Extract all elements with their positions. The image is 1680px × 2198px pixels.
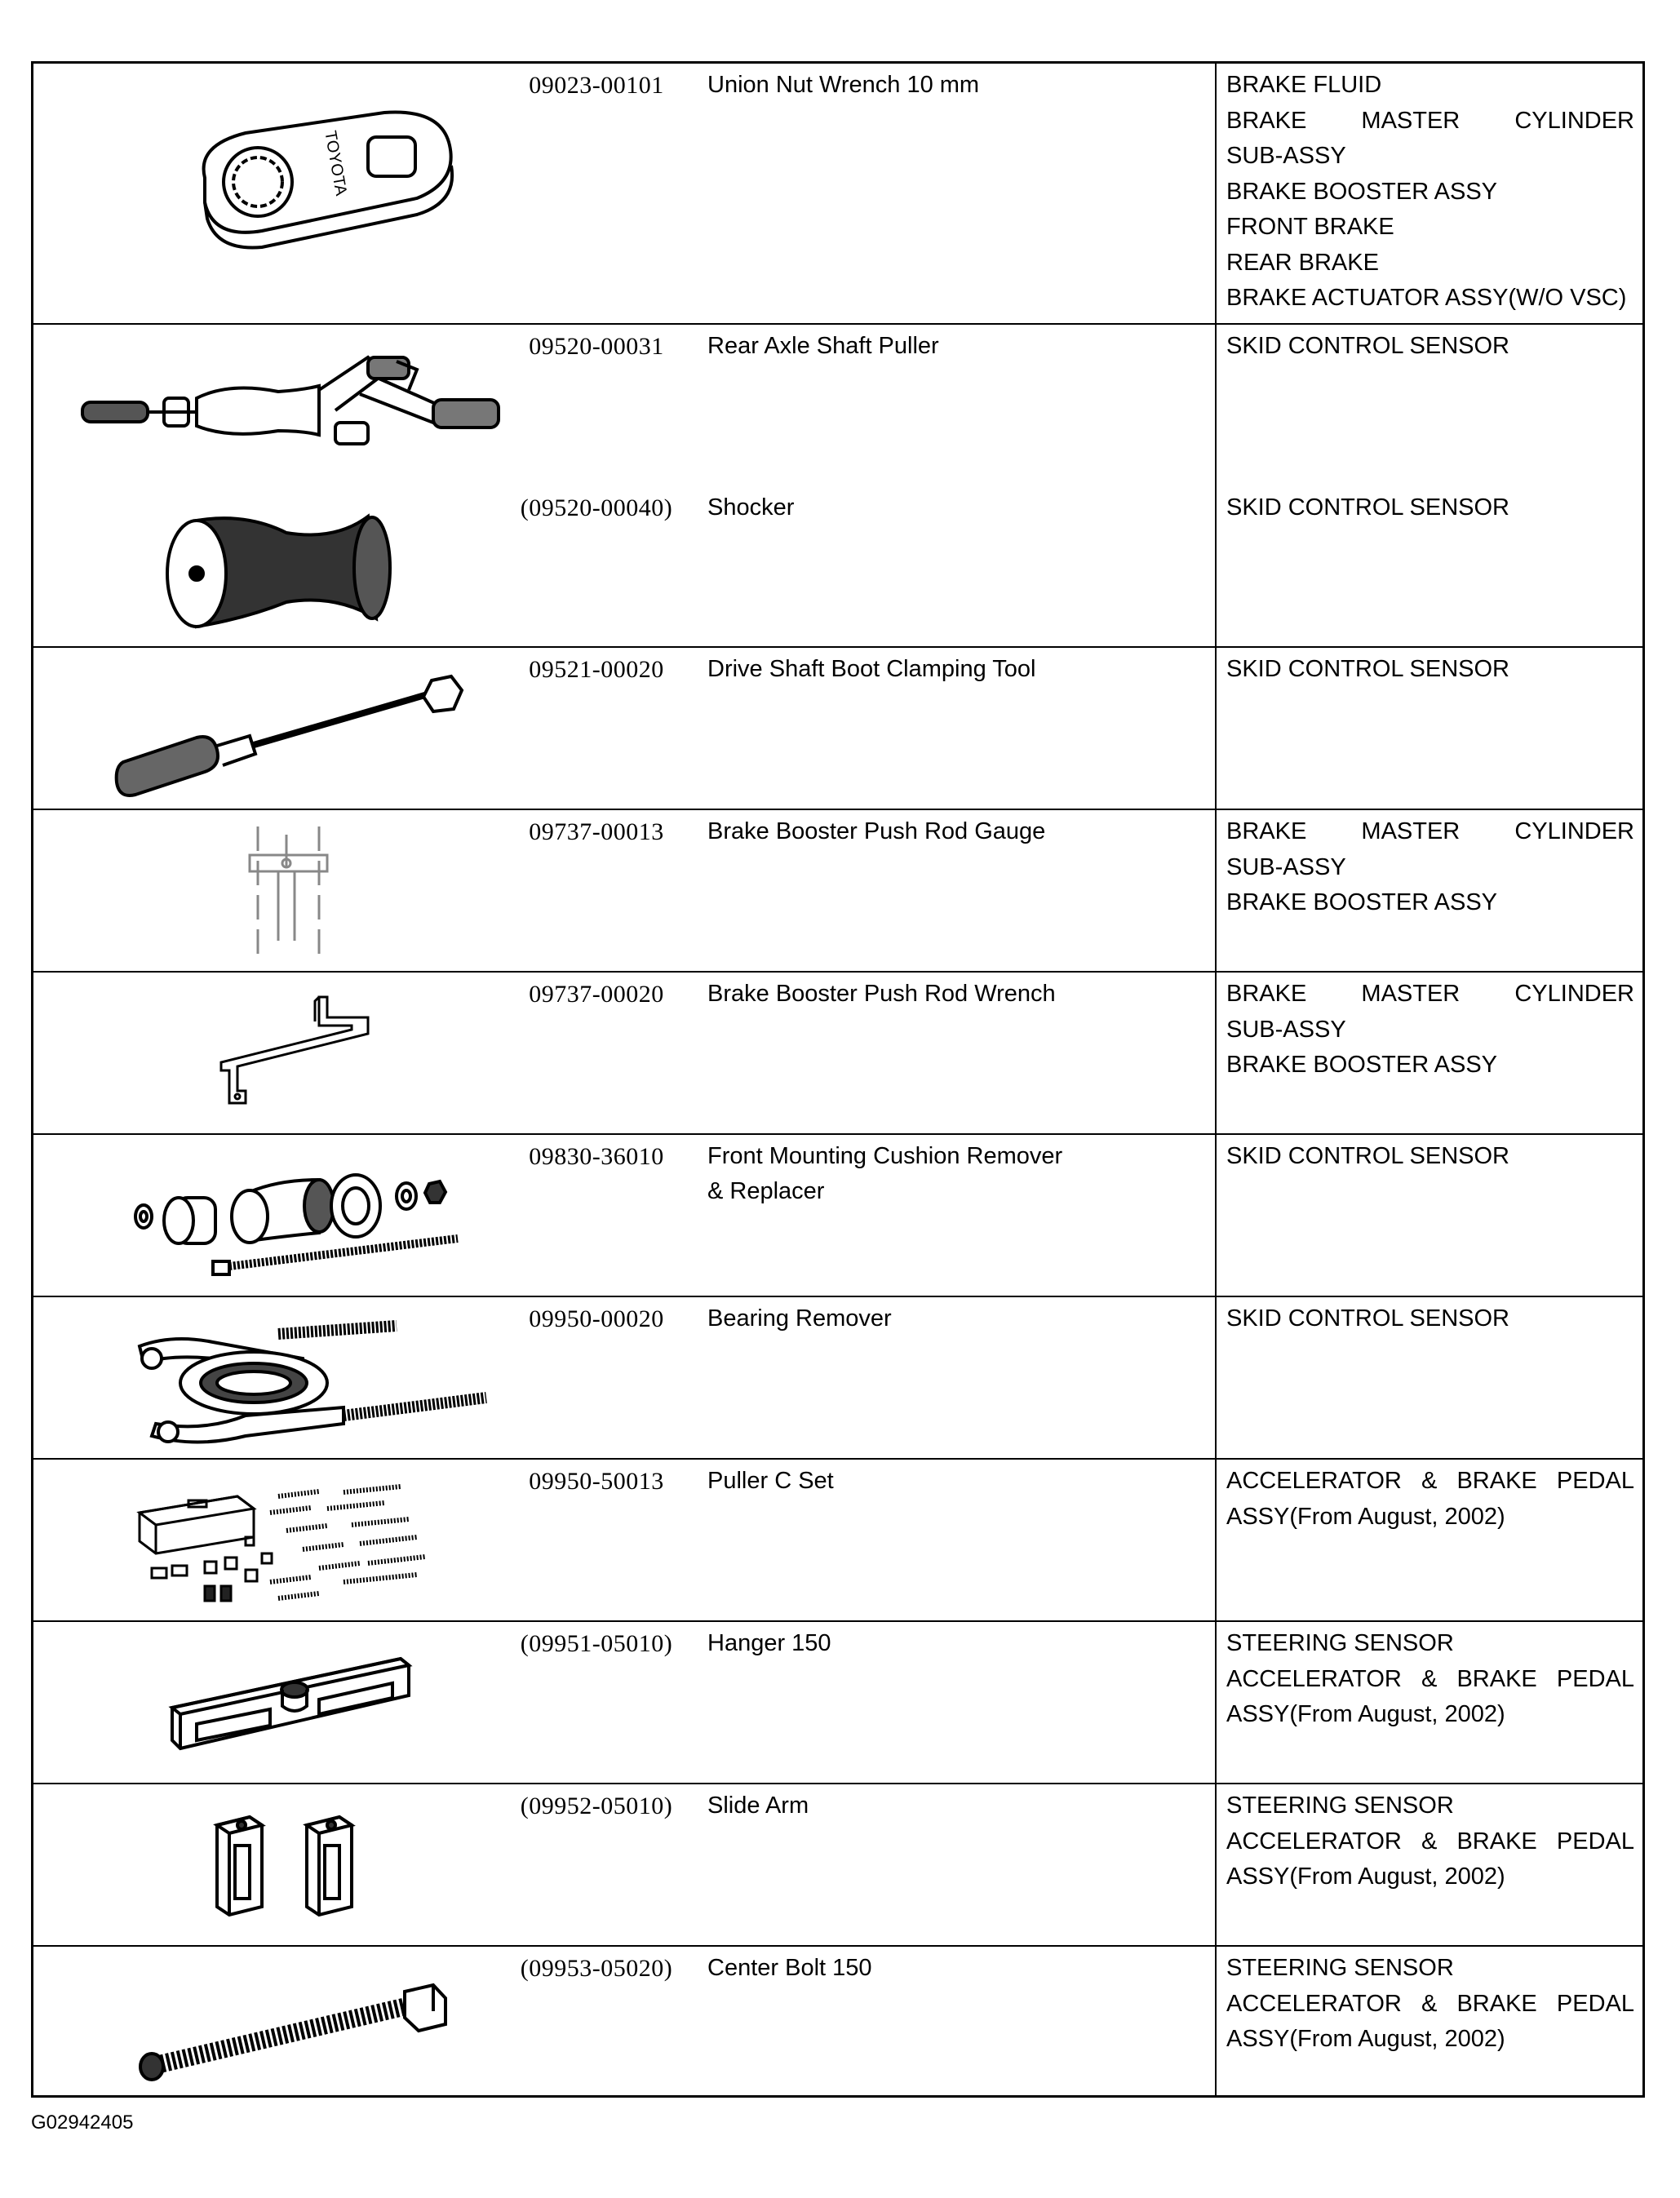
tool-name [707,1301,1164,1336]
usage-line: BRAKE FLUID [1226,72,1382,98]
part-number: (09520-00040) [520,494,673,521]
table-row [33,973,1642,1135]
usage-line: SKID CONTROL SENSOR [1226,494,1509,521]
tool-name [707,329,1164,364]
part-number: 09830-36010 [529,1143,664,1170]
usage-line: SKID CONTROL SENSOR [1226,656,1509,682]
usage-line: ACCELERATOR & BRAKE PEDAL [1226,1828,1634,1855]
tool-name [707,1951,1164,1986]
boot-clamping-tool-icon [74,664,515,799]
part-number: (09953-05020) [520,1955,673,1982]
tool-name [707,68,1164,103]
usage-line: ASSY(From August, 2002) [1226,1503,1505,1530]
figure-code: G02942405 [31,2112,134,2134]
table-row [33,1947,1642,2095]
usage-line: BRAKE BOOSTER ASSY [1226,889,1497,915]
tool-name-line: Brake Booster Push Rod Wrench [707,981,1056,1007]
table-row [33,1784,1642,1947]
usage-list [1226,1951,1634,2058]
part-number: 09520-00031 [529,333,664,360]
part-number: (09952-05010) [520,1793,673,1819]
usage-list [1226,814,1634,921]
axle-shaft-puller-icon [74,341,515,472]
usage-line: ACCELERATOR & BRAKE PEDAL [1226,1468,1634,1494]
tool-name-line: Rear Axle Shaft Puller [707,333,939,359]
usage-line: SUB-ASSY [1226,853,1346,880]
part-number: (09951-05010) [520,1630,673,1657]
usage-line: SKID CONTROL SENSOR [1226,333,1509,359]
table-row [33,64,1642,325]
usage-line: BRAKE MASTER CYLINDER [1226,107,1634,134]
usage-list [1226,1788,1634,1895]
part-number: 09950-00020 [529,1305,664,1332]
usage-line: BRAKE MASTER CYLINDER [1226,981,1634,1007]
part-number: 09950-50013 [529,1468,664,1495]
usage-line: ASSY(From August, 2002) [1226,1701,1505,1727]
usage-line: ACCELERATOR & BRAKE PEDAL [1226,1990,1634,2017]
tool-name [707,977,1164,1012]
usage-list [1226,1301,1634,1337]
usage-line: STEERING SENSOR [1226,1630,1454,1656]
part-number: 09521-00020 [529,656,664,683]
tool-name-line: Slide Arm [707,1793,809,1819]
tool-name-line: Hanger 150 [707,1630,831,1656]
slide-arm-icon [74,1793,515,1939]
usage-line: ACCELERATOR & BRAKE PEDAL [1226,1665,1634,1692]
usage-line: SUB-ASSY [1226,1016,1346,1043]
tool-name [707,1788,1164,1824]
usage-line: FRONT BRAKE [1226,214,1394,240]
shocker-icon [74,496,515,635]
usage-list [1226,68,1634,317]
table-row [33,325,1642,648]
usage-list [1226,329,1634,365]
usage-line: BRAKE BOOSTER ASSY [1226,178,1497,205]
center-bolt-icon [74,1959,515,2089]
tool-name [707,652,1164,687]
usage-list [1226,652,1634,688]
tool-name-line: Shocker [707,494,795,521]
usage-list [1226,977,1634,1083]
usage-line: ASSY(From August, 2002) [1226,2026,1505,2052]
part-number: 09737-00020 [529,981,664,1008]
usage-line: BRAKE MASTER CYLINDER [1226,818,1634,844]
table-row [33,1622,1642,1784]
tool-name-line: Brake Booster Push Rod Gauge [707,818,1046,844]
tool-name-line: & Replacer [707,1178,825,1204]
part-number: 09023-00101 [529,72,664,99]
usage-line: ASSY(From August, 2002) [1226,1863,1505,1890]
usage-list [1226,1139,1634,1175]
cushion-remover-icon [74,1147,515,1286]
usage-line: SUB-ASSY [1226,143,1346,169]
table-row [33,648,1642,810]
tool-name-line: Center Bolt 150 [707,1955,872,1981]
tool-name-line: Bearing Remover [707,1305,892,1332]
puller-c-set-icon [74,1472,515,1615]
tool-name-line: Drive Shaft Boot Clamping Tool [707,656,1036,682]
tool-name [707,1464,1164,1499]
table-row [33,1135,1642,1297]
usage-list [1226,1626,1634,1733]
tool-name-line: Union Nut Wrench 10 mm [707,72,980,98]
part-number: 09737-00013 [529,818,664,845]
tool-name [707,1626,1164,1661]
table-row [33,810,1642,973]
tool-name [707,490,1164,525]
tool-name-line: Front Mounting Cushion Remover [707,1143,1063,1169]
push-rod-gauge-icon [74,818,515,965]
svg-text:TOYOTA: TOYOTA [321,129,350,197]
usage-line: STEERING SENSOR [1226,1793,1454,1819]
usage-list [1226,1464,1634,1535]
hanger-icon [74,1634,515,1773]
union-nut-wrench-icon [74,88,515,292]
bearing-remover-icon [74,1309,515,1448]
push-rod-wrench-icon [74,989,515,1119]
usage-line: REAR BRAKE [1226,249,1379,276]
usage-line: STEERING SENSOR [1226,1955,1454,1981]
usage-line: SKID CONTROL SENSOR [1226,1143,1509,1169]
special-tools-table [31,61,1645,2098]
tool-name [707,814,1164,849]
usage-line: BRAKE BOOSTER ASSY [1226,1052,1497,1078]
usage-list [1226,490,1634,526]
tool-name-line: Puller C Set [707,1468,834,1494]
usage-line: BRAKE ACTUATOR ASSY(W/O VSC) [1226,285,1627,311]
table-row [33,1297,1642,1460]
tool-name [707,1139,1164,1209]
usage-line: SKID CONTROL SENSOR [1226,1305,1509,1332]
table-row [33,1460,1642,1622]
